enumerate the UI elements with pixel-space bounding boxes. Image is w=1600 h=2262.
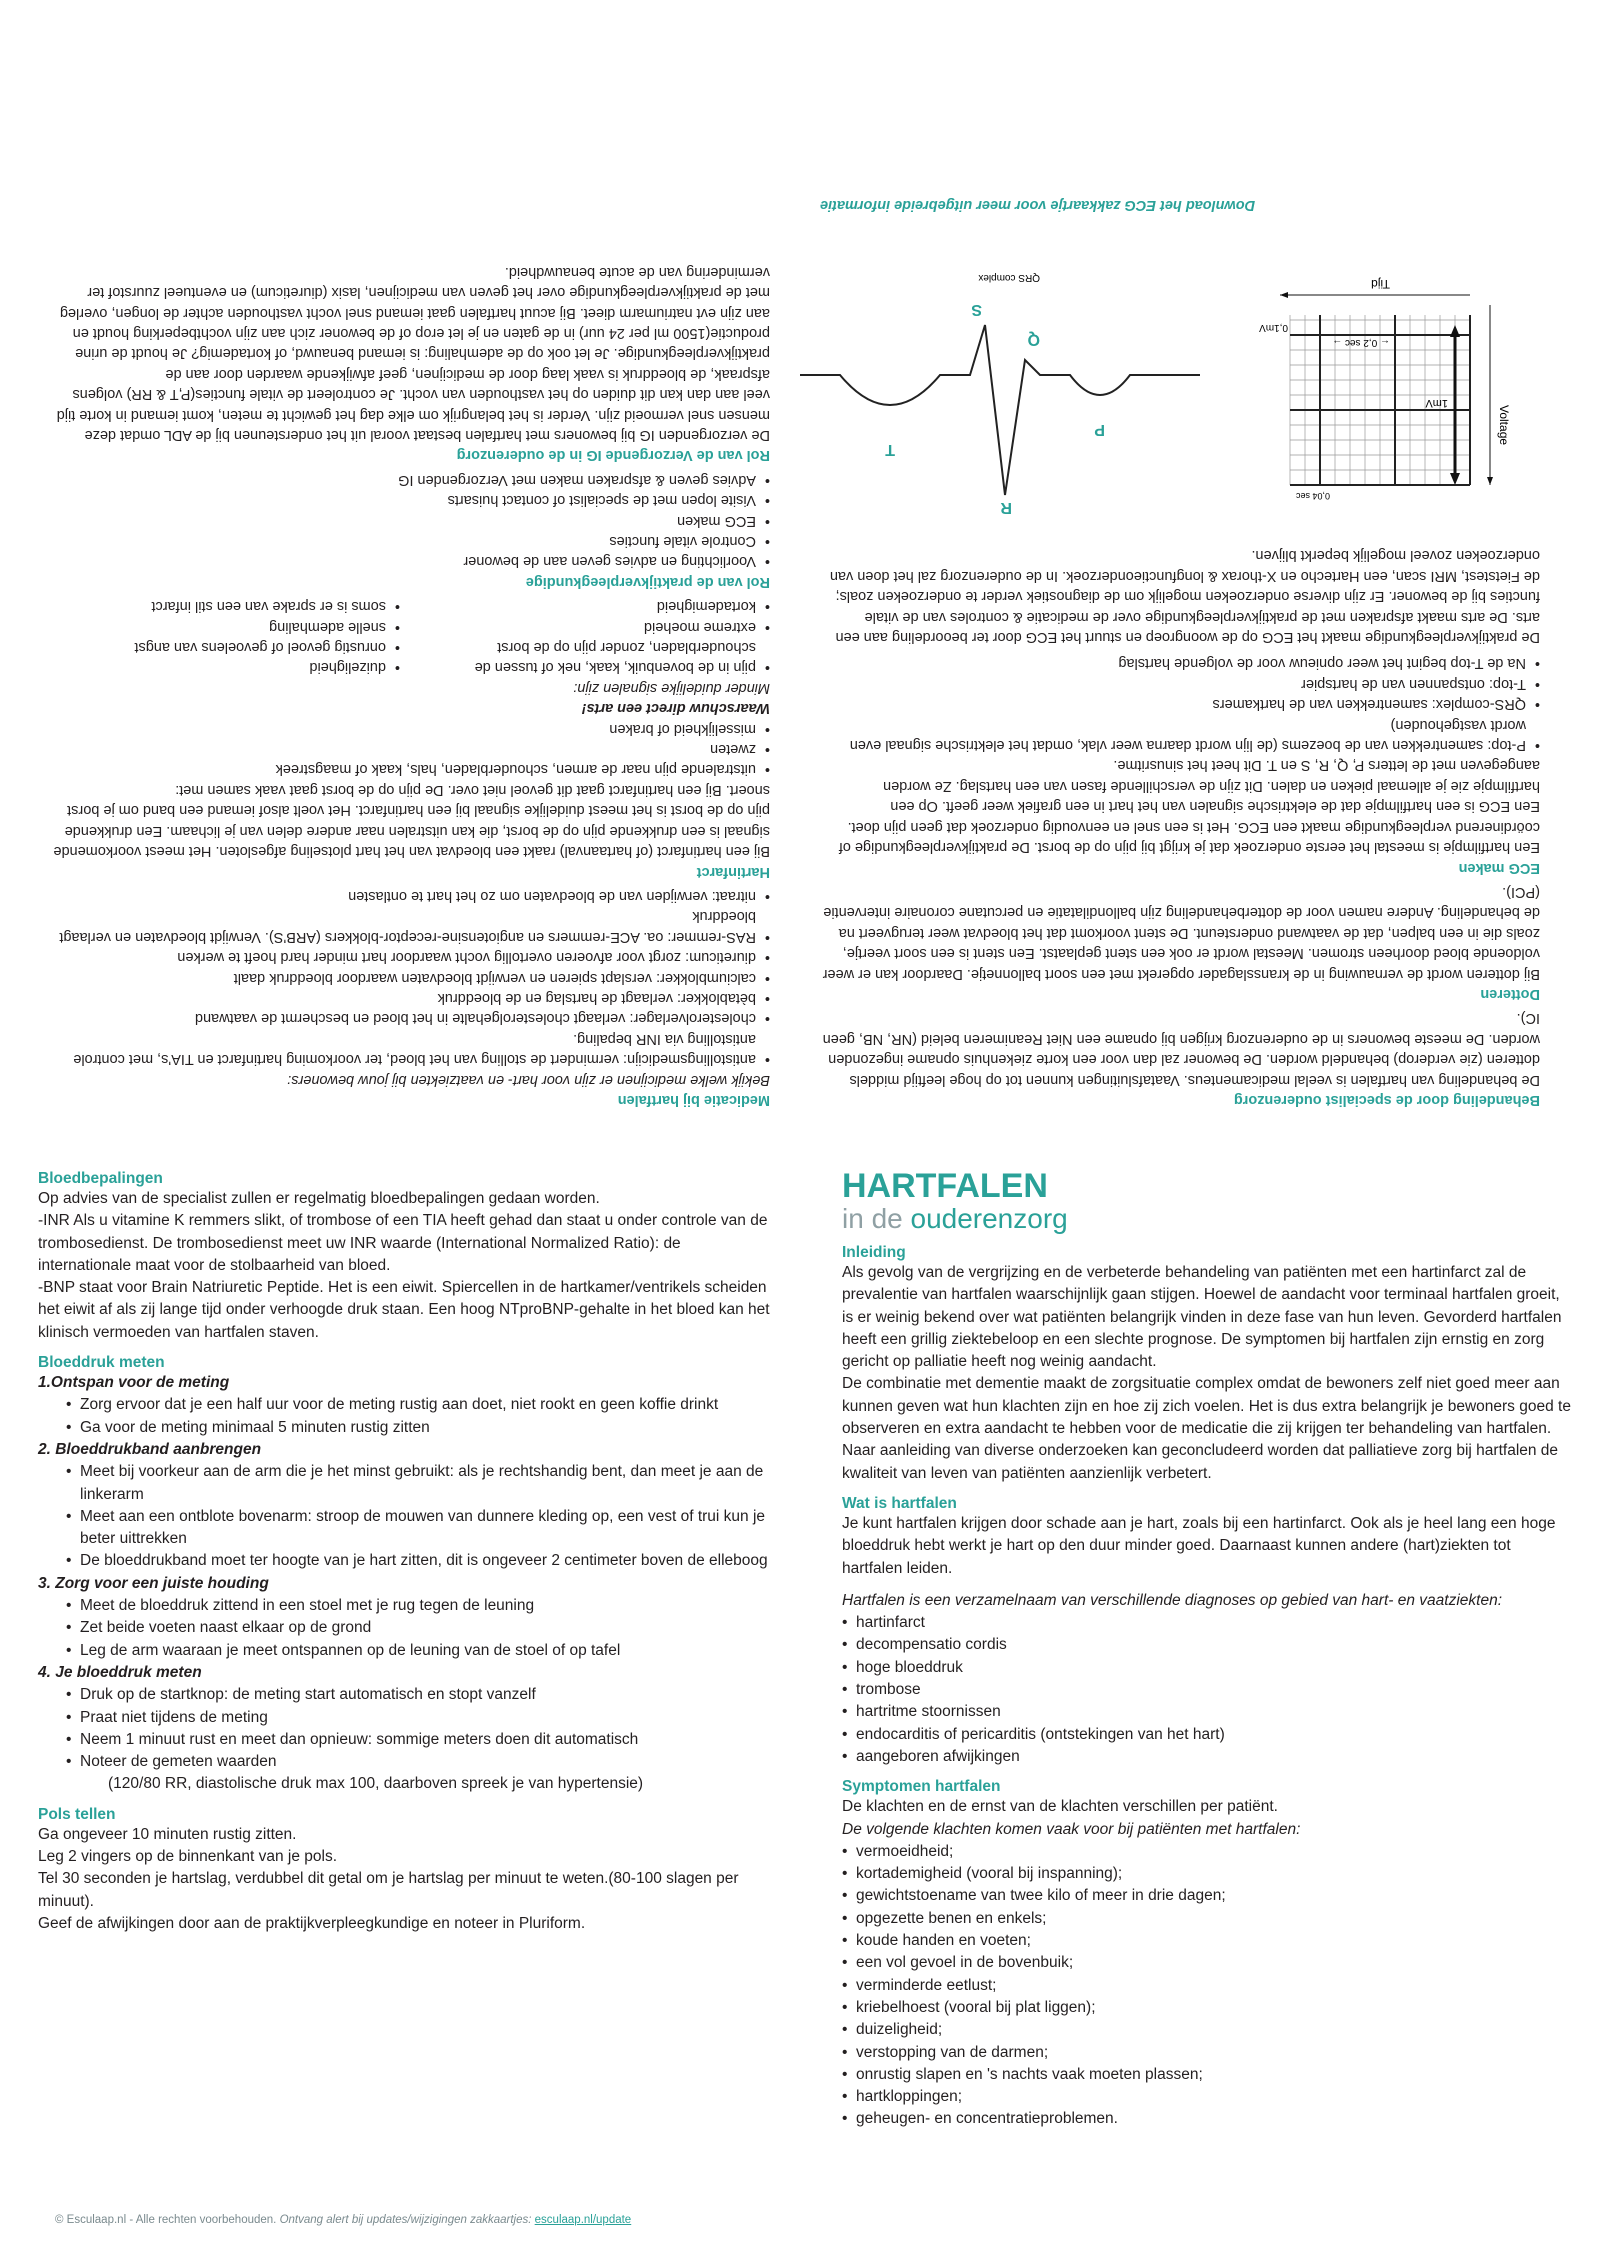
list-item: • pijn in de bovenbuik, kaak, nek of tussen de schouderbladen, zonder pijn op de borst: [420, 637, 770, 678]
warning-intro: Minder duidelijke signalen zijn:: [573, 679, 770, 696]
pols-text: Ga ongeveer 10 minuten rustig zitten.: [38, 1825, 297, 1843]
list-item: • verminderde eetlust;: [842, 1975, 1572, 1997]
list-item: • verstopping van de darmen;: [842, 2042, 1572, 2064]
ecg-1mv-label: 1mV: [1425, 397, 1448, 410]
list-item: • onrustig gevoel of gevoelens van angst: [50, 637, 400, 657]
inleiding-text: Naar aanleiding van diverse onderzoeken kan geconcludeerd worden dat palliatieve zorg bij hartfalen de kwaliteit van leven van patiënten aanzienlijk verbetert.: [842, 1442, 1559, 1482]
list-item: • calciumblokker: verslapt spieren en verwijdt bloedvaten waardoor bloeddruk daalt: [50, 967, 770, 987]
pols-text: Leg 2 vingers op de binnenkant van je pols.: [38, 1848, 338, 1866]
ecg-qrs-label: QRS complex: [978, 272, 1040, 284]
list-item: • duizeligheid: [50, 657, 400, 677]
list-item: • Noteer de gemeten waarden: [66, 1751, 778, 1773]
ecg-q-label: Q: [1027, 331, 1040, 349]
list-item: • Meet de bloeddruk zittend in een stoel met je rug tegen de leuning: [66, 1595, 778, 1617]
list-item: • kortademigheid (vooral bij inspanning);: [842, 1863, 1572, 1885]
list-item: • Advies geven & afspraken maken met Verzorgenden IG: [50, 469, 770, 489]
pols-text: Tel 30 seconden je hartslag, verdubbel dit getal om je hartslag per minuut te weten.(80-100 slagen per minuut).: [38, 1870, 739, 1910]
symp-heading: Symptomen hartfalen: [842, 1778, 1001, 1796]
list-item: • decompensatio cordis: [842, 1634, 1572, 1656]
list-item: • Meet bij voorkeur aan de arm die je het minst gebruikt: als je rechtshandig bent, dan meet je aan de linkerarm: [66, 1461, 778, 1506]
page-subtitle: [842, 1204, 1572, 1234]
list-item: • onrustig slapen en 's nachts vaak moeten plassen;: [842, 2064, 1572, 2086]
inleiding-heading: Inleiding: [842, 1244, 906, 1261]
right-column: [842, 1168, 1572, 2131]
section-heading: Rol van de Verzorgende IG in de ouderenzorg: [456, 447, 770, 464]
step-title: 1.Ontspan voor de meting: [38, 1374, 230, 1392]
step-title: 2. Bloeddrukband aanbrengen: [38, 1440, 262, 1458]
bloed-text: -INR Als u vitamine K remmers slikt, of trombose of een TIA heeft gehad dan staat u onder controle van de trombosedienst. De trombosedienst meet uw INR waarde (International Normalized Ratio): de internationale maat voor de stolbaarheid van bloed.: [38, 1212, 768, 1274]
list-item: • hartkloppingen;: [842, 2086, 1572, 2108]
section-paragraph: Bij een hartinfarct (of hartaanval) raakt een bloedvat van het hart plotseling afgesloten. Het meest voorkomende signaal is een drukkende pijn op de borst, die kan uitstralen naar andere delen van je lichaam. Een drukkende pijn op de borst is het meest duidelijke signaal bij een hartinfarct. Het voelt alsof iemand een band om je borst snoert. Bij een hartinfarct gaat dit gevoel niet over. De pijn op de borst gaat vaak samen met:: [53, 781, 770, 860]
list-item: • trombose: [842, 1679, 1572, 1701]
list-item: • nitraat: verwijden van de bloedvaten om zo het hart te ontlasten: [50, 886, 770, 906]
list-item: • Voorlichting en advies geven aan de bewoner: [50, 551, 770, 571]
list-item: • duizeligheid;: [842, 2019, 1572, 2041]
section-paragraph: De verzorgenden IG bij bewoners met hartfalen bestaat vooral uit het ondersteunen bij de ADL omdat deze mensen snel vermoeid zijn. Verder is het belangrijk om elke dag het gewicht te meten, komt iemand in korte tijd veel aan dan kan dit duiden op het vasthouden van vocht. Je controleert de vitale functies(P,T & RR) volgens afspraak, de bloeddruk is vaak laag door de medicijnen, geef afwijkende waarden door aan de praktijkverpleegkundige. Je let ook op de ademhaling: is iemand benauwd, of kortademig? Je houdt de urine productie(1500 ml per 24 uur) in de gaten en je let erop of de bewoner zich aan zijn vochtbeperking houdt en aan zijn evt natriumarm dieet. Bij acuut hartfalen gaat iemand snel vocht vasthouden achter de longen, overleg met de praktijkverpleegkundige over het geven van medicijnen, lasix (diureticum) en eventueel zuurstof ter vermindering van de acute benauwdheid.: [56, 263, 770, 443]
list-item: • uitstralende pijn naar de armen, schouderbladen, hals, kaak of maagstreek: [50, 759, 770, 779]
list-item: • gewichtstoename van twee kilo of meer in drie dagen;: [842, 1885, 1572, 1907]
list-item: • bètablokker: verlaagt de hartslag en de bloeddruk: [50, 988, 770, 1008]
page-title: HARTFALEN: [842, 1167, 1048, 1205]
symp-text: De klachten en de ernst van de klachten verschillen per patiënt.: [842, 1798, 1278, 1816]
list-item: • extreme moeheid: [420, 616, 770, 636]
list-item: • ECG maken: [50, 510, 770, 530]
list-item: • Zet beide voeten naast elkaar op de grond: [66, 1617, 778, 1639]
list-item: • vermoeidheid;: [842, 1841, 1572, 1863]
bd-heading: Bloeddruk meten: [38, 1354, 165, 1372]
list-item: • Praat niet tijdens de meting: [66, 1707, 778, 1729]
ecg-wave: [790, 265, 1210, 525]
list-item: • opgezette benen en enkels;: [842, 1908, 1572, 1930]
ecg-figure: [820, 235, 1540, 535]
left-column: [38, 1170, 778, 1935]
ecg-01mv-label: 0,1mV: [1259, 322, 1288, 334]
list-item: • Leg de arm waaraan je meet ontspannen op de leuning van de stoel of op tafel: [66, 1640, 778, 1662]
list-item: • kriebelhoest (vooral bij plat liggen);: [842, 1997, 1572, 2019]
ecg-r-label: R: [1000, 499, 1012, 517]
list-item: • Zorg ervoor dat je een half uur voor de meting rustig aan doet, niet rookt en geen koffie drinkt: [66, 1394, 778, 1416]
footer-link[interactable]: esculaap.nl/update: [534, 2214, 632, 2226]
inleiding-text: Als gevolg van de vergrijzing en de verbeterde behandeling van patiënten met een hartinfarct zal de prevalentie van hartfalen waarschijnlijk gaan stijgen. Hoewel de aandacht voor terminaal hartfalen groeit, is er weinig bekend over wat patiënten belangrijk vinden in deze fase van hun leven. Gevorderd hartfalen heeft een grillig ziektebeloop en een slechte prognose. De symptomen bij hartfalen zijn ernstig en zorg gericht op palliatie heeft nog weinig aandacht.: [842, 1264, 1562, 1371]
footer-alert: Ontvang alert bij updates/wijzigingen zakkaartjes:: [279, 2214, 532, 2226]
section-paragraph: Bij dotteren wordt de vernauwing in de kransslagader opgerekt met een soort ballonnetje. Daardoor kan er weer voldoende bloed doorheen stromen. Meestal wordt er ook een stent geplaatst. Een stent is een soort veertje, zoals die in een balpen, dat de vaatwand ondersteunt. De stent voorkomt dat het bloedvat weer terugveert na de behandeling. Andere namen voor de dotterbehandeling zijn ballondilatatie en percutane coronaire interventie (PCI).: [822, 883, 1540, 982]
list-item: • hartritme stoornissen: [842, 1701, 1572, 1723]
list-item: • aangeboren afwijkingen: [842, 1746, 1572, 1768]
list-item: • soms is er sprake van een stil infarct: [50, 596, 400, 616]
list-item: • RAS-remmer: oa. ACE-remmers en angiotensine-receptor-blokkers (ARB'S). Verwijdt bloedvaten en verlaagt bloeddruk: [50, 906, 770, 947]
bloed-text: -BNP staat voor Brain Natriuretic Peptide. Het is een eiwit. Spiercellen in de hartkamer/ventrikels scheiden het eiwit af als zij lange tijd onder verhoogde druk staan. Een hoog NTproBNP-gehalte in het bloed kan het klinisch vermoeden van hartfalen staven.: [38, 1279, 770, 1341]
step-title: 3. Zorg voor een juiste houding: [38, 1574, 269, 1592]
subtitle-part-b: ouderenzorg: [910, 1203, 1068, 1234]
list-item: • geheugen- en concentratieproblemen.: [842, 2108, 1572, 2130]
list-item: • hoge bloeddruk: [842, 1657, 1572, 1679]
list-item: • P-top: samentrekken van de boezems (de lijn wordt daarna weer vlak, omdat het elektrische signaal even wordt vastgehouden): [820, 714, 1540, 755]
list-item: • Neem 1 minuut rust en meet dan opnieuw: sommige meters doen dit automatisch: [66, 1729, 778, 1751]
symp-intro: De volgende klachten komen vaak voor bij patiënten met hartfalen:: [842, 1820, 1301, 1838]
list-item: • De bloeddrukband moet ter hoogte van je hart zitten, dit is ongeveer 2 centimeter boven de elleboog: [66, 1550, 778, 1572]
section-heading: Hartinfarct: [696, 863, 770, 880]
section-paragraph: De behandeling van hartfalen is veelal medicamenteus. Vaatafsluitingen kunnen tot op hoge leeftijd middels dotteren (zie verderop) behandeld worden. De bewoner zal dan voor een korte ziekenhuis opname ingezonden worden. De meeste bewoners in de ouderenzorg krijgen bij opname een Niet Reanimeren beleid (NR, NB, geen IC).: [822, 1010, 1540, 1088]
footer: [55, 2214, 631, 2226]
list-item: • hartinfarct: [842, 1612, 1572, 1634]
pols-heading: Pols tellen: [38, 1805, 116, 1823]
ecg-02sec-label: ← 0,2 sec →: [1332, 337, 1390, 349]
list-item: • T-top: ontspannen van de hartspier: [820, 673, 1540, 693]
step-title: 4. Je bloeddruk meten: [38, 1663, 202, 1681]
list-item: • endocarditis of pericarditis (ontstekingen van het hart): [842, 1724, 1572, 1746]
wat-text: Je kunt hartfalen krijgen door schade aan je hart, zoals bij een hartinfarct. Ook als je heel lang een hoge bloeddruk hebt werkt je hart op den duur minder goed. Daarnaast kunnen andere (hart)ziekten tot hartfalen leiden.: [842, 1514, 1556, 1577]
section-heading: Dotteren: [1480, 985, 1540, 1002]
list-item: • misselijkheid of braken: [50, 718, 770, 738]
footer-copyright: © Esculaap.nl - Alle rechten voorbehouden.: [55, 2214, 277, 2226]
wat-intro: Hartfalen is een verzamelnaam van verschillende diagnoses op gebied van hart- en vaatziekten:: [842, 1591, 1502, 1609]
inleiding-text: De combinatie met dementie maakt de zorgsituatie complex omdat de bewoners zelf niet goed meer aan kunnen geven wat hun klachten zijn en hoe zij zich voelen. Het is dus extra belangrijk je bewoners goed te observeren en extra aandacht te hebben voor de medicatie die zij krijgen ter behandeling van hartfalen.: [842, 1375, 1571, 1438]
list-item: • diureticum: zorgt voor afvoeren overtollig vocht waardoor hart minder hard hoeft te werken: [50, 947, 770, 967]
ecg-time-label: Tijd: [1371, 277, 1390, 292]
list-item: • Controle vitale functies: [50, 531, 770, 551]
list-item: • Meet aan een ontblote bovenarm: stroop de mouwen van dunnere kleding op, een vest of trui kun je beter uittrekken: [66, 1506, 778, 1551]
warning-text: Waarschuw direct een arts!: [581, 700, 770, 717]
ecg-t-label: T: [885, 441, 895, 459]
section-heading: Rol van de praktijkverpleegkundige: [525, 573, 770, 590]
ecg-voltage-label: Voltage: [1497, 405, 1511, 446]
list-item: • snelle ademhaling: [50, 616, 400, 636]
list-item: • een vol gevoel in de bovenbuik;: [842, 1952, 1572, 1974]
ecg-p-label: P: [1094, 421, 1105, 439]
section-intro: Bekijk welke medicijnen er zijn voor hart- en vaatziekten bij jouw bewoners:: [287, 1071, 770, 1088]
list-item: • zweten: [50, 739, 770, 759]
list-item: • Ga voor de meting minimaal 5 minuten rustig zitten: [66, 1417, 778, 1439]
section-heading: Medicatie bij hartfalen: [617, 1092, 770, 1108]
rotated-medication-panel: [30, 50, 800, 1110]
section-paragraph: De praktijkverpleegkundige maakt het ECG op de woongroep en stuurt het ECG door ter beoordeling aan een arts. De arts maakt afspraken met de praktijkverpleegkundige over de medicatie & controles van de vitale functies bij de bewoner. Er zijn diverse onderzoeken mogelijk om de diagnostiek verder te onderzoeken zoals; de Fietstest, MRI scan, een Hartecho en X-thorax & longfunctieonderzoek. In de ouderenzorg zal het doen van onderzoeken zoveel mogelijk beperkt blijven.: [829, 547, 1540, 646]
ecg-004sec-label: 0,04 sec: [1295, 491, 1330, 502]
ecg-s-label: S: [971, 301, 982, 319]
section-heading: ECG maken: [1458, 859, 1540, 876]
list-item: • cholesterolverlager: verlaagt cholesterolgehalte in het bloed en beschermt de vaatwand: [50, 1008, 770, 1028]
list-item: • Na de T-top begint het weer opnieuw voor de volgende hartslag: [820, 653, 1540, 673]
bloed-heading: Bloedbepalingen: [38, 1170, 163, 1187]
pols-text: Geef de afwijkingen door aan de praktijkverpleegkundige en noteer in Pluriform.: [38, 1914, 586, 1932]
section-heading: Behandeling door de specialist ouderenzorg: [1233, 1092, 1540, 1108]
download-note: Download het ECG zakkaartje voor meer uitgebreide informatie: [820, 197, 1256, 214]
list-item: • kortademigheid: [420, 596, 770, 616]
subtitle-part-a: in de: [842, 1203, 903, 1234]
step-note: (120/80 RR, diastolische druk max 100, daarboven spreek je van hypertensie): [108, 1775, 644, 1793]
list-item: • Visite lopen met de specialist of contact huisarts: [50, 490, 770, 510]
list-item: • antistollingsmedicijn: vermindert de stolling van het bloed, ter voorkoming hartinfarct en TIA's, met controle antistolling via INR bepaling.: [50, 1028, 770, 1069]
list-item: • Druk op de startknop: de meting start automatisch en stopt vanzelf: [66, 1684, 778, 1706]
section-paragraph: Een hartfilmpje is meestal het eerste onderzoek dat je krijgt bij pijn op de borst. De praktijkverpleegkundige of coördinerend verpleegkundige maakt een ECG. Het is een snel en eenvoudig onderzoek dat geen pijn doet. Een ECG is een hartfilmpje dat de elektrische signalen van het hart in een grafiek weer geeft. Op een hartfilmpje zie je allemaal pieken en dalen. Dit zijn de verschillende fasen van een hartslag. Ze worden aangegeven met de letters P, Q, R, S en T. Dit heet het sinusritme.: [838, 757, 1540, 856]
ecg-graph-paper: [1240, 275, 1511, 515]
rotated-treatment-panel: [800, 40, 1570, 1110]
wat-heading: Wat is hartfalen: [842, 1494, 957, 1512]
list-item: • koude handen en voeten;: [842, 1930, 1572, 1952]
bloed-text: Op advies van de specialist zullen er regelmatig bloedbepalingen gedaan worden.: [38, 1190, 600, 1207]
list-item: • QRS-complex: samentrekken van de hartkamers: [820, 694, 1540, 714]
